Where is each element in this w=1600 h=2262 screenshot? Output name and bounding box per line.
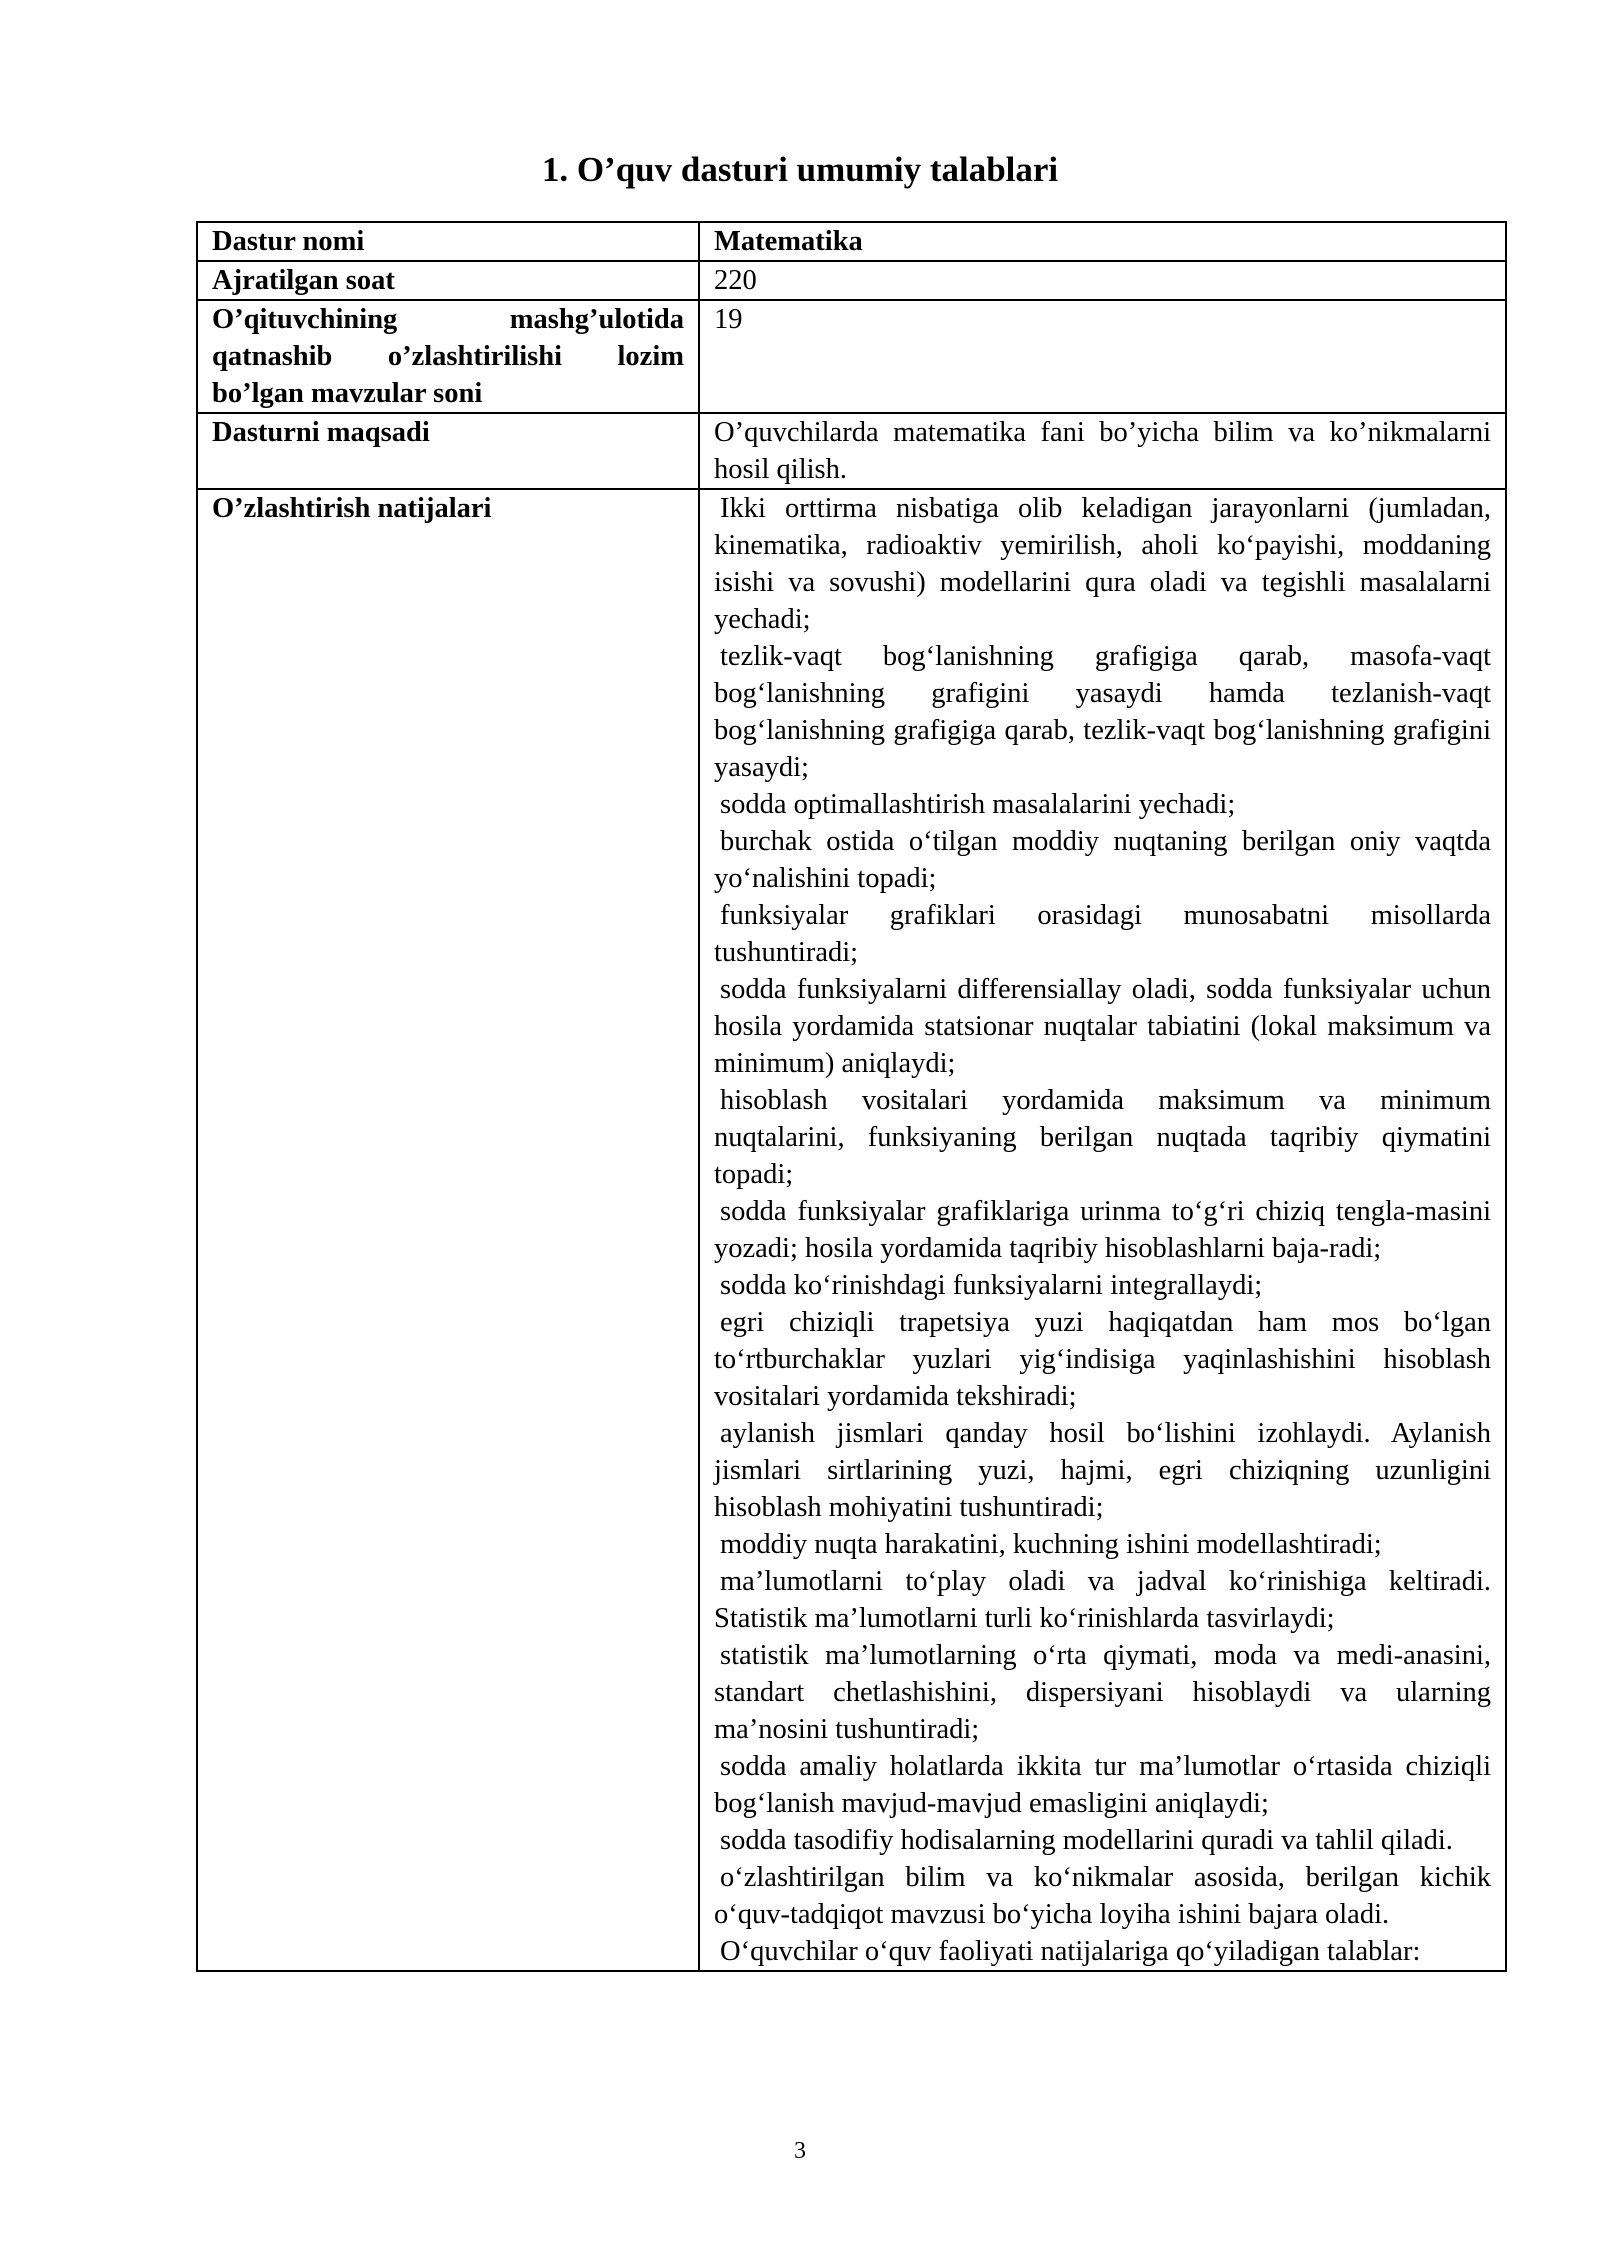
topics-label: O’qituvchining mashg’ulotida qatnashib o’zlashtirilishi lozim bo’lgan mavzular soni [197,300,699,413]
result-item: aylanish jismlari qanday hosil bo‘lishini izohlaydi. Aylanish jismlari sirtlarining yuzi, hajmi, egri chiziqning uzunligini hisoblash mohiyatini tushuntiradi; [714,1418,1491,1523]
hours-label: Ajratilgan soat [197,261,699,300]
result-item: sodda amaliy holatlarda ikkita tur ma’lumotlar o‘rtasida chiziqli bog‘lanish mavjud-mavjud emasligini aniqlaydi; [714,1751,1491,1819]
result-item: statistik ma’lumotlarning o‘rta qiymati, moda va medi-anasini, standart chetlashishini, dispersiyani hisoblaydi va ularning ma’nosini tushuntiradi; [714,1640,1491,1745]
goal-label: Dasturni maqsadi [197,413,699,489]
page-number: 3 [794,2138,806,2164]
result-item: sodda tasodifiy hodisalarning modellarini quradi va tahlil qiladi. [720,1825,1453,1856]
result-item: sodda ko‘rinishdagi funksiyalarni integrallaydi; [720,1270,1263,1301]
result-item: Ikki orttirma nisbatiga olib keladigan jarayonlarni (jumladan, kinematika, radioaktiv yemirilish, aholi ko‘payishi, moddaning isishi va sovushi) modellarini qura oladi va tegishli masalalarni yechadi; [714,493,1491,635]
page-title: 1. O’quv dasturi umumiy talablari [541,150,1059,189]
result-item: egri chiziqli trapetsiya yuzi haqiqatdan ham mos bo‘lgan to‘rtburchaklar yuzlari yig‘indisiga yaqinlashishini hisoblash vositalari yordamida tekshiradi; [714,1307,1491,1412]
result-item: tezlik-vaqt bog‘lanishning grafigiga qarab, masofa-vaqt bog‘lanishning grafigini yasaydi hamda tezlanish-vaqt bog‘lanishning grafigiga qarab, tezlik-vaqt bog‘lanishning grafigini yasaydi; [714,641,1491,783]
hours-value: 220 [699,261,1506,300]
result-item: burchak ostida o‘tilgan moddiy nuqtaning berilgan oniy vaqtda yo‘nalishini topadi; [714,826,1491,894]
program-name-value: Matematika [699,222,1506,261]
table-row-goal [197,413,1506,489]
result-item: moddiy nuqta harakatini, kuchning ishini modellashtiradi; [720,1529,1382,1560]
result-item: O‘quvchilar o‘quv faoliyati natijalariga qo‘yiladigan talablar: [720,1936,1421,1967]
table-row-hours [197,261,1506,300]
topics-value: 19 [699,300,1506,413]
result-item: ma’lumotlarni to‘play oladi va jadval ko‘rinishiga keltiradi. Statistik ma’lumotlarni turli ko‘rinishlarda tasvirlaydi; [714,1566,1491,1634]
requirements-table [196,221,1507,1972]
table-row-topics [197,300,1506,413]
result-item: sodda optimallashtirish masalalarini yechadi; [720,789,1236,820]
goal-value: O’quvchilarda matematika fani bo’yicha bilim va ko’nikmalarni hosil qilish. [699,413,1506,489]
results-list [699,489,1506,1971]
result-item: o‘zlashtirilgan bilim va ko‘nikmalar asosida, berilgan kichik o‘quv-tadqiqot mavzusi bo‘yicha loyiha ishini bajara oladi. [714,1862,1491,1930]
result-item: sodda funksiyalarni differensiallay oladi, sodda funksiyalar uchun hosila yordamida statsionar nuqtalar tabiatini (lokal maksimum va minimum) aniqlaydi; [714,974,1491,1079]
result-item: hisoblash vositalari yordamida maksimum va minimum nuqtalarini, funksiyaning berilgan nuqtada taqribiy qiymatini topadi; [714,1085,1491,1190]
table-row-results [197,489,1506,1971]
program-name-label: Dastur nomi [197,222,699,261]
table-row-program-name [197,222,1506,261]
results-label: O’zlashtirish natijalari [197,489,699,1971]
result-item: funksiyalar grafiklari orasidagi munosabatni misollarda tushuntiradi; [714,900,1491,968]
result-item: sodda funksiyalar grafiklariga urinma to‘g‘ri chiziq tengla-masini yozadi; hosila yordamida taqribiy hisoblashlarni baja-radi; [714,1196,1491,1264]
